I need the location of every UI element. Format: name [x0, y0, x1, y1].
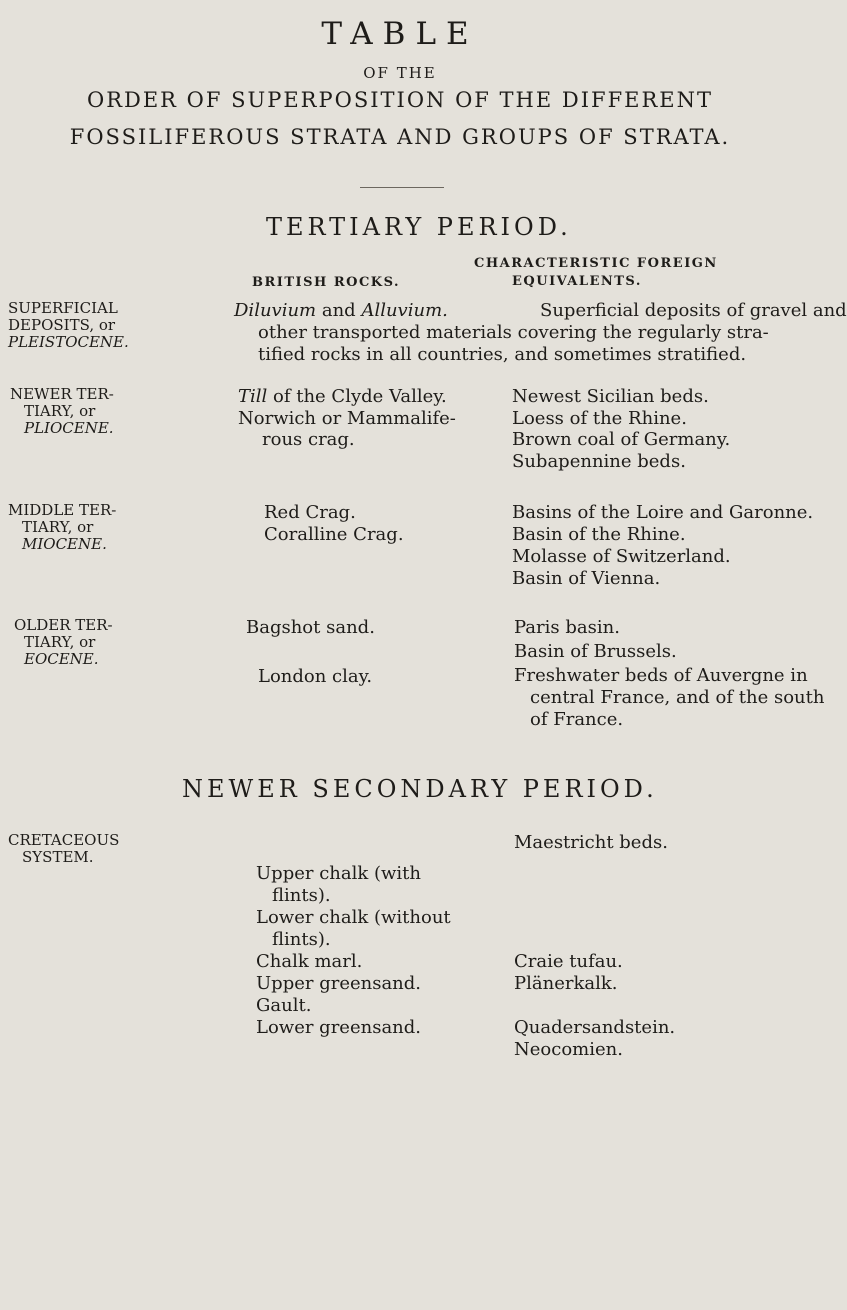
foreign-older-5: of France.	[530, 709, 624, 730]
page-title: TABLE	[321, 16, 479, 52]
tertiary-period-heading: TERTIARY PERIOD.	[266, 213, 572, 241]
column-heading-foreign-2: EQUIVALENTS.	[512, 274, 642, 289]
alluvium-text: Alluvium.	[361, 300, 448, 321]
foreign-middle-3: Molasse of Switzerland.	[512, 546, 731, 567]
foreign-neocomien: Neocomien.	[514, 1039, 623, 1060]
label-newer-2: TIARY, or	[24, 402, 96, 420]
foreign-quader: Quadersandstein.	[514, 1017, 676, 1038]
foreign-newer-3: Brown coal of Germany.	[512, 429, 731, 450]
label-newer-3: PLIOCENE.	[24, 419, 114, 437]
foreign-older-4: central France, and of the south	[530, 687, 825, 708]
foreign-maestricht: Maestricht beds.	[514, 832, 668, 853]
british-newer-2: Norwich or Mammalife-	[238, 408, 456, 429]
british-cretaceous-8: Lower greensand.	[256, 1017, 422, 1038]
label-older-tertiary	[14, 617, 234, 668]
diluvium-text: Diluvium	[234, 300, 317, 321]
british-newer-3: rous crag.	[262, 429, 355, 450]
label-superficial-3: PLEISTOCENE.	[8, 333, 129, 351]
foreign-middle-2: Basin of the Rhine.	[512, 524, 686, 545]
foreign-middle-4: Basin of Vienna.	[512, 568, 661, 589]
foreign-newer-1: Newest Sicilian beds.	[512, 386, 709, 407]
label-middle-3: MIOCENE.	[22, 535, 107, 553]
british-cretaceous-5: Chalk marl.	[256, 951, 363, 972]
column-heading-foreign-1: CHARACTERISTIC FOREIGN	[474, 256, 718, 271]
british-newer-1	[238, 385, 447, 408]
foreign-newer-2: Loess of the Rhine.	[512, 408, 687, 429]
label-middle-2: TIARY, or	[22, 518, 94, 536]
label-newer-tertiary	[10, 386, 230, 437]
subtitle-line-1: ORDER OF SUPERPOSITION OF THE DIFFERENT	[86, 88, 713, 112]
foreign-newer-4: Subapennine beds.	[512, 451, 686, 472]
british-cretaceous-1: Upper chalk (with	[256, 863, 421, 884]
british-middle-2: Coralline Crag.	[264, 524, 404, 545]
foreign-older-2: Basin of Brussels.	[514, 641, 677, 662]
foreign-craie: Craie tufau.	[514, 951, 623, 972]
british-cretaceous-3: Lower chalk (without	[256, 907, 451, 928]
label-cretaceous-1: CRETACEOUS	[8, 831, 120, 849]
foreign-planerkalk: Plänerkalk.	[514, 973, 618, 994]
british-cretaceous-6: Upper greensand.	[256, 973, 422, 994]
label-superficial-2: DEPOSITS, or	[8, 316, 116, 334]
british-cretaceous-2: flints).	[272, 885, 331, 906]
label-middle-tertiary	[8, 502, 228, 553]
clyde-valley-text: of the Clyde Valley.	[267, 386, 447, 407]
foreign-superficial-3: tified rocks in all countries, and sometimes stratified.	[258, 344, 747, 365]
and-text: and	[321, 300, 356, 321]
label-middle-1: MIDDLE TER-	[8, 501, 117, 519]
foreign-superficial-1: Superficial deposits of gravel and	[540, 300, 847, 321]
subtitle-line-2: FOSSILIFEROUS STRATA AND GROUPS OF STRATA.	[69, 125, 731, 149]
foreign-middle-1: Basins of the Loire and Garonne.	[512, 502, 814, 523]
british-superficial	[234, 299, 448, 322]
label-newer-1: NEWER TER-	[10, 385, 114, 403]
foreign-older-1: Paris basin.	[514, 617, 620, 638]
label-cretaceous-2: SYSTEM.	[22, 848, 94, 866]
secondary-period-heading: NEWER SECONDARY PERIOD.	[182, 775, 658, 803]
title-divider	[360, 187, 444, 188]
label-older-1: OLDER TER-	[14, 616, 113, 634]
british-older-1: Bagshot sand.	[246, 617, 375, 638]
british-cretaceous-7: Gault.	[256, 995, 312, 1016]
column-heading-british: BRITISH ROCKS.	[252, 275, 401, 290]
foreign-superficial-2: other transported materials covering the regularly stra-	[258, 322, 769, 343]
label-older-3: EOCENE.	[24, 650, 99, 668]
foreign-older-3: Freshwater beds of Auvergne in	[514, 665, 808, 686]
label-superficial-1: SUPERFICIAL	[8, 299, 118, 317]
british-middle-1: Red Crag.	[264, 502, 356, 523]
till-text: Till	[238, 386, 268, 407]
title-of-the: OF THE	[363, 64, 437, 82]
label-superficial	[8, 300, 228, 351]
british-cretaceous-4: flints).	[272, 929, 331, 950]
label-cretaceous	[8, 832, 228, 866]
british-older-2: London clay.	[258, 666, 373, 687]
label-older-2: TIARY, or	[24, 633, 96, 651]
